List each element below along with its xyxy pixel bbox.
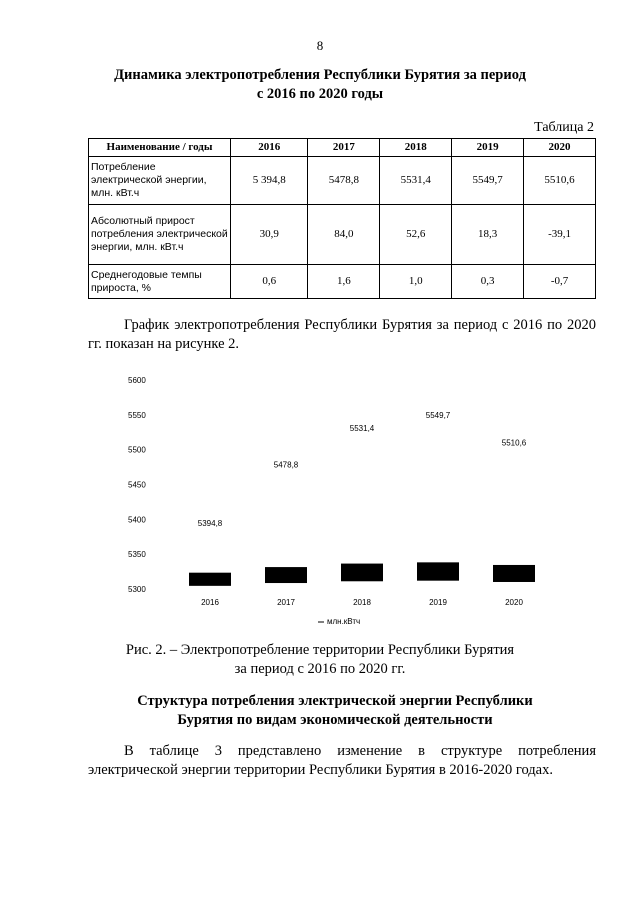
table3-intro-paragraph: В таблице 3 представлено изменение в структуре потребления электрической энергии территории Республики Бурятия в 2016-2020 годах. <box>88 743 596 778</box>
section-title <box>100 692 570 730</box>
header-cell: 2019 <box>452 139 524 157</box>
y-tick-label: 5300 <box>128 585 146 594</box>
page-title <box>80 66 560 104</box>
table-header-row <box>89 139 596 157</box>
header-cell: Наименование / годы <box>89 139 231 157</box>
table-cell: -39,1 <box>524 205 596 265</box>
title-line-2: с 2016 по 2020 годы <box>256 86 384 102</box>
section-title-line-2: Бурятия по видам экономической деятельности <box>177 712 493 728</box>
table-cell: -0,7 <box>524 265 596 299</box>
table-cell: 30,9 <box>231 205 308 265</box>
header-cell: 2020 <box>524 139 596 157</box>
x-tick-label: 2017 <box>277 598 295 607</box>
y-tick-label: 5400 <box>128 515 146 525</box>
chart-intro-paragraph: График электропотребления Республики Бурятия за период с 2016 по 2020 гг. показан на рисунке 2. <box>88 317 596 352</box>
table-cell: 5510,6 <box>524 157 596 205</box>
table-cell: 5 394,8 <box>231 157 308 205</box>
table-cell: 1,6 <box>308 265 380 299</box>
caption-line-1: Рис. 2. – Электропотребление территории Республики Бурятия <box>125 642 515 658</box>
table-row <box>89 205 596 265</box>
section-title-line-1: Структура потребления электрической энергии Республики <box>137 693 533 709</box>
y-tick-label: 5550 <box>128 410 146 420</box>
chart-bar <box>265 567 307 583</box>
header-cell: 2016 <box>231 139 308 157</box>
table-cell: 0,6 <box>231 265 308 299</box>
data-label: 5394,8 <box>197 518 223 528</box>
table-row <box>89 157 596 205</box>
consumption-table <box>88 138 596 299</box>
chart-bar <box>417 562 459 580</box>
x-tick-label: 2020 <box>505 598 523 607</box>
data-label: 5549,7 <box>425 411 451 421</box>
table-cell: 5478,8 <box>308 157 380 205</box>
table-caption: Таблица 2 <box>534 120 594 135</box>
table-cell: 52,6 <box>380 205 452 265</box>
chart-bar <box>189 573 231 586</box>
y-tick-label: 5500 <box>128 445 146 455</box>
x-tick-label: 2019 <box>429 598 447 607</box>
chart-bar <box>341 564 383 582</box>
y-tick-label: 5600 <box>128 376 146 385</box>
table-cell: 5531,4 <box>380 157 452 205</box>
table-cell: 5549,7 <box>452 157 524 205</box>
y-tick-label: 5450 <box>128 480 146 490</box>
caption-line-2: за период с 2016 по 2020 гг. <box>234 661 406 677</box>
y-tick-label: 5350 <box>128 550 146 560</box>
data-label: 5478,8 <box>273 460 299 470</box>
header-cell: 2017 <box>308 139 380 157</box>
title-line-1: Динамика электропотребления Республики Бурятия за период <box>114 67 526 83</box>
row-label: Абсолютный прирост потребления электрической энергии, млн. кВт.ч <box>89 205 231 265</box>
table-cell: 18,3 <box>452 205 524 265</box>
data-label: 5531,4 <box>349 423 375 433</box>
header-cell: 2018 <box>380 139 452 157</box>
row-label: Потребление электрической энергии, млн. кВт.ч <box>89 157 231 205</box>
x-tick-label: 2016 <box>201 598 219 607</box>
table-cell: 0,3 <box>452 265 524 299</box>
x-tick-label: 2018 <box>353 598 371 607</box>
table-row <box>89 265 596 299</box>
chart-bar <box>493 565 535 582</box>
page-number: 8 <box>316 38 324 53</box>
consumption-bar-chart <box>110 368 570 633</box>
table-cell: 84,0 <box>308 205 380 265</box>
figure-caption <box>100 641 540 679</box>
row-label: Среднегодовые темпы прироста, % <box>89 265 231 299</box>
table-cell: 1,0 <box>380 265 452 299</box>
legend-label: млн.кВтч <box>327 617 361 626</box>
data-label: 5510,6 <box>501 438 527 448</box>
